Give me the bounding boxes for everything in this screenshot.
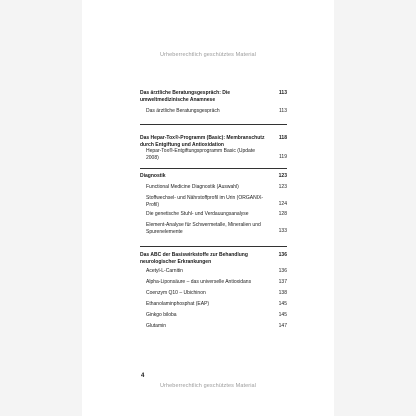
page-number: 4: [141, 373, 145, 379]
toc-heading-diagnostik: Diagnostik 123: [140, 173, 287, 179]
section-divider: [140, 124, 287, 125]
toc-entry: Coenzym Q10 – Ubichinon 138: [146, 290, 287, 296]
watermark-bottom: Urheberrechtlich geschütztes Material: [159, 383, 257, 389]
toc-entry: Das ärztliche Beratungsgespräch 113: [146, 108, 287, 114]
watermark-top: Urheberrechtlich geschütztes Material: [159, 52, 257, 58]
toc-entry: Stoffwechsel- und Nährstoffprofil im Urin (ORGANIX-Profil) 124: [146, 195, 287, 208]
toc-entry: Functional Medicine Diagnostik (Auswahl) 123: [146, 184, 287, 190]
toc-entry: Hepar-Tox®-Entgiftungsprogramm Basic (Update 2008) 119: [146, 148, 287, 161]
toc-entry: Acetyl-L-Carnitin 136: [146, 268, 287, 274]
section-divider: [140, 246, 287, 247]
section-divider: [140, 168, 287, 169]
toc-entry: Glutamin 147: [146, 323, 287, 329]
toc-entry: Alpha-Liponsäure – das universelle Antioxidans 137: [146, 279, 287, 285]
toc-entry: Ginkgo biloba 145: [146, 312, 287, 318]
toc-entry: Ethanolaminphosphat (EAP) 145: [146, 301, 287, 307]
toc-heading-beratungsgespraech: Das ärztliche Beratungsgespräch: Die umweltmedizinische Anamnese 113: [140, 90, 287, 103]
book-page: [82, 0, 334, 416]
toc-entry: Element-Analyse für Schwermetalle, Mineralien und Spurenelemente 133: [146, 222, 287, 235]
toc-heading-hepar-tox: Das Hepar-Tox®-Programm (Basic): Membranschutz durch Entgiftung und Antioxidation 118: [140, 135, 287, 148]
toc-entry: Die genetische Stuhl- und Verdauungsanalyse 128: [146, 211, 287, 217]
toc-heading-basiswirkstoffe: Das ABC der Basiswirkstoffe zur Behandlung neurologischer Erkrankungen 136: [140, 252, 287, 265]
